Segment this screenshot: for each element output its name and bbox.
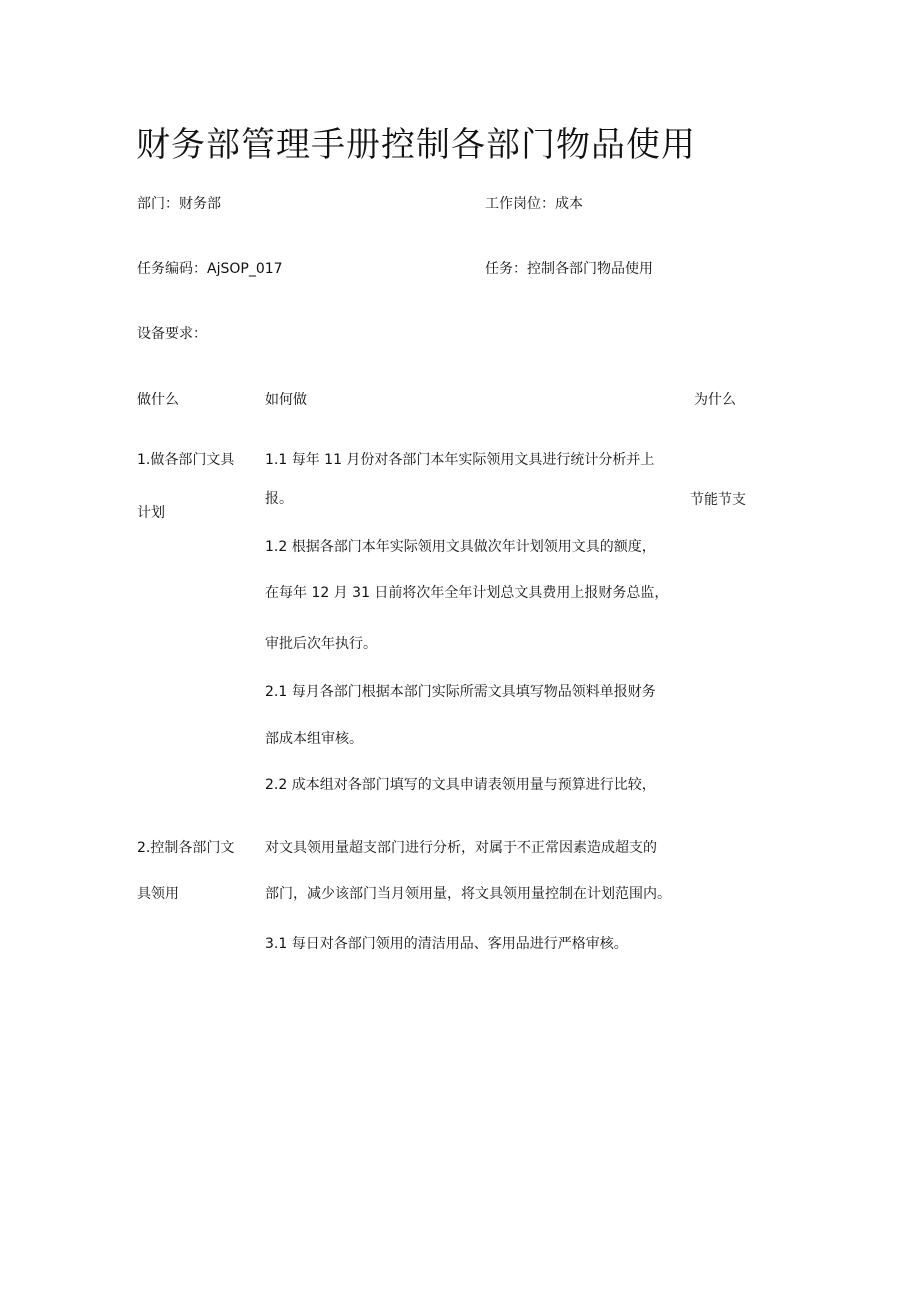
how-cell-line: 2.2 成本组对各部门填写的文具申请表领用量与预算进行比较， [265,777,656,793]
how-cell-line: 在每年 12 月 31 日前将次年全年计划总文具费用上报财务总监， [265,585,669,601]
why-cell: 节能节支 [690,492,746,508]
what-cell-line: 具领用 [137,886,179,902]
how-cell-line: 对文具领用量超支部门进行分析，对属于不正常因素造成超支的 [265,840,657,856]
what-cell-line: 1.做各部门文具 [137,452,235,468]
column-header-how: 如何做 [265,392,307,408]
how-cell-line: 3.1 每日对各部门领用的清洁用品、客用品进行严格审核。 [265,936,628,952]
how-cell-line: 报。 [265,491,293,507]
how-cell-line: 1.2 根据各部门本年实际领用文具做次年计划领用文具的额度， [265,539,656,555]
task-label: 任务：控制各部门物品使用 [485,261,653,277]
what-cell-line: 2.控制各部门文 [137,840,235,856]
column-header-what: 做什么 [137,392,179,408]
task-code-label: 任务编码：AjSOP_017 [137,261,283,277]
how-cell-line: 审批后次年执行。 [265,636,377,652]
equipment-label: 设备要求： [137,326,207,342]
how-cell-line: 部成本组审核。 [265,731,363,747]
how-cell-line: 2.1 每月各部门根据本部门实际所需文具填写物品领料单报财务 [265,684,656,700]
how-cell-line: 部门，减少该部门当月领用量，将文具领用量控制在计划范围内。 [265,886,671,902]
department-label: 部门：财务部 [137,196,221,212]
column-header-why: 为什么 [694,392,736,408]
document-title: 财务部管理手册控制各部门物品使用 [136,125,696,165]
position-label: 工作岗位：成本 [485,196,583,212]
what-cell-line: 计划 [137,505,165,521]
how-cell-line: 1.1 每年 11 月份对各部门本年实际领用文具进行统计分析并上 [265,452,655,468]
